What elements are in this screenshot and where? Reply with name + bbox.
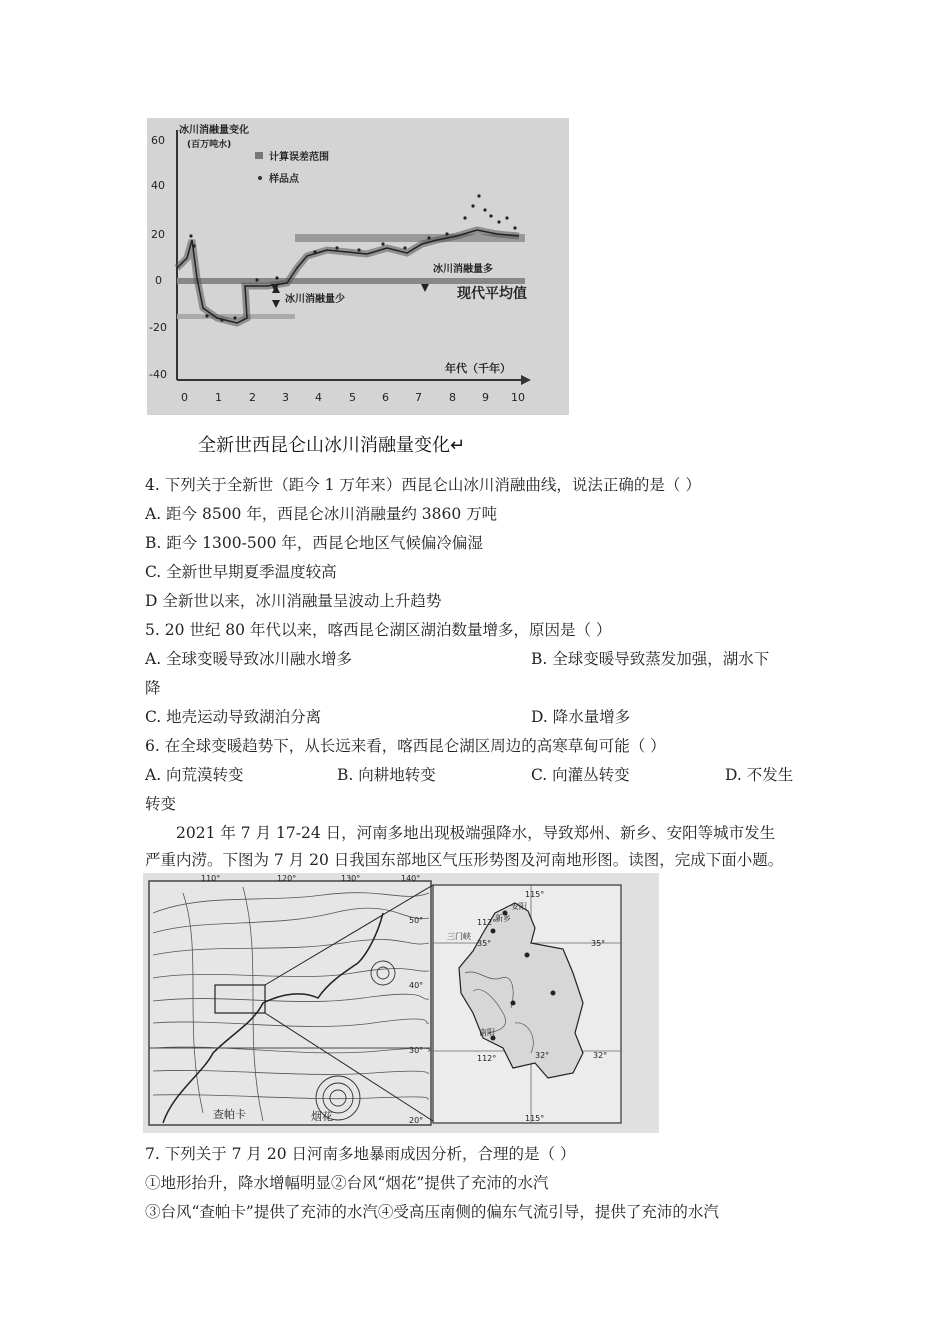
x-tick-6: 6 (382, 391, 389, 404)
question-7-statement-2: ③台风“查帕卡”提供了充沛的水汽④受高压南侧的偏东气流引导，提供了充沛的水汽 (145, 1203, 719, 1221)
question-5-option-d: D. 降水量增多 (531, 708, 631, 726)
question-4-option-b: B. 距今 1300-500 年，西昆仑地区气候偏冷偏湿 (145, 534, 483, 552)
y-axis-title: 冰川消融量变化 (179, 125, 249, 136)
question-5-option-b-cont: 降 (145, 679, 161, 697)
question-4-stem: 4. 下列关于全新世（距今 1 万年来）西昆仑山冰川消融曲线，说法正确的是（ ） (145, 476, 701, 494)
y-tick-minus40: -40 (149, 368, 167, 381)
main-lon-140: 140° (401, 874, 421, 883)
main-lat-40: 40° (409, 981, 424, 990)
inset-lon-115-top: 115° (525, 890, 545, 899)
x-tick-4: 4 (315, 391, 322, 404)
inset-lon-115-bottom: 115° (525, 1114, 545, 1123)
x-axis-arrow (521, 375, 531, 385)
legend-error-label: 计算误差范围 (269, 152, 329, 163)
question-6-stem: 6. 在全球变暖趋势下，从长远来看，喀西昆仑湖区周边的高寒草甸可能（ ） (145, 737, 666, 755)
main-lat-50: 50° (409, 916, 424, 925)
question-6-option-d-cont: 转变 (145, 795, 177, 813)
pressure-map-svg (143, 873, 659, 1133)
passage-line-1: 2021 年 7 月 17-24 日，河南多地出现极端强降水，导致郑州、新乡、安阳等城市发生 (176, 824, 776, 842)
inset-lat-32-left: 32° (535, 1051, 550, 1060)
y-axis-unit: (百万吨水) (187, 140, 232, 150)
question-6-option-a: A. 向荒漠转变 (145, 766, 244, 784)
modern-mean-band (177, 278, 525, 284)
glacier-melt-chart (147, 118, 569, 415)
y-tick-20: 20 (151, 228, 165, 241)
x-tick-2: 2 (249, 391, 256, 404)
label-modern-mean: 现代平均值 (457, 286, 527, 302)
legend-sample-label: 样品点 (269, 174, 299, 185)
passage-line-2: 严重内涝。下图为 7 月 20 日我国东部地区气压形势图及河南地形图。读图，完成下面小题。 (145, 851, 784, 869)
x-tick-1: 1 (215, 391, 222, 404)
inset-lat-32-right: 32° (593, 1051, 608, 1060)
pressure-map-figure (143, 873, 659, 1133)
question-5-option-b: B. 全球变暖导致蒸发加强，湖水下 (531, 650, 770, 668)
main-lon-110: 110° (201, 874, 221, 883)
arrow-less-down (272, 300, 280, 308)
x-tick-8: 8 (449, 391, 456, 404)
inset-city-anyang: 安阳 (511, 902, 527, 911)
inset-city-xinxiang: 新乡 (495, 914, 511, 923)
x-tick-3: 3 (282, 391, 289, 404)
question-5-stem: 5. 20 世纪 80 年代以来，喀西昆仑湖区湖泊数量增多，原因是（ ） (145, 621, 612, 639)
question-4-option-a: A. 距今 8500 年，西昆仑冰川消融量约 3860 万吨 (145, 505, 498, 523)
typhoon-left-label: 查帕卡 (213, 1108, 246, 1121)
inset-lat-35-left: 35° (477, 939, 492, 948)
y-tick-40: 40 (151, 179, 165, 192)
sample-points (189, 194, 516, 321)
legend-sample-dot (258, 176, 262, 180)
inset-city-nanyang: 南阳 (479, 1028, 495, 1037)
error-range-curve (177, 230, 519, 323)
label-less: 冰川消融量少 (285, 294, 345, 305)
x-tick-0: 0 (181, 391, 188, 404)
figure1-caption: 全新世西昆仑山冰川消融量变化↵ (198, 435, 466, 456)
question-6-option-d: D. 不发生 (725, 766, 794, 784)
question-4-option-d: D 全新世以来，冰川消融量呈波动上升趋势 (145, 592, 442, 610)
y-tick-60: 60 (151, 134, 165, 147)
inset-city-sanmenxia: 三门峡 (447, 932, 471, 941)
main-lon-130: 130° (341, 874, 361, 883)
main-map-frame (149, 881, 431, 1125)
arrow-more-right (421, 284, 429, 292)
question-5-option-a: A. 全球变暖导致冰川融水增多 (145, 650, 353, 668)
question-4-option-c: C. 全新世早期夏季温度较高 (145, 563, 337, 581)
question-7-stem: 7. 下列关于 7 月 20 日河南多地暴雨成因分析，合理的是（ ） (145, 1145, 576, 1163)
x-tick-10: 10 (511, 391, 525, 404)
question-6-option-c: C. 向灌丛转变 (531, 766, 630, 784)
x-axis-title: 年代（千年） (445, 362, 511, 375)
y-tick-0: 0 (155, 274, 162, 287)
melt-curve (177, 230, 519, 323)
question-7-statement-1: ①地形抬升，降水增幅明显②台风“烟花”提供了充沛的水汽 (145, 1174, 549, 1192)
x-tick-5: 5 (349, 391, 356, 404)
inset-lon-112-top: 112° (477, 918, 497, 927)
glacier-melt-chart-svg (147, 118, 569, 415)
main-lat-20: 20° (409, 1116, 424, 1125)
y-tick-minus20: -20 (149, 321, 167, 334)
inset-lat-35-right: 35° (591, 939, 606, 948)
x-tick-7: 7 (415, 391, 422, 404)
x-tick-9: 9 (482, 391, 489, 404)
label-more: 冰川消融量多 (433, 264, 493, 275)
legend-error-swatch (255, 152, 263, 159)
question-5-option-c: C. 地壳运动导致湖泊分离 (145, 708, 322, 726)
typhoon-right-label: 烟花 (311, 1110, 333, 1123)
question-6-option-b: B. 向耕地转变 (337, 766, 436, 784)
main-lon-120: 120° (277, 874, 297, 883)
inset-lon-112-bottom: 112° (477, 1054, 497, 1063)
main-lat-30: 30° (409, 1046, 424, 1055)
